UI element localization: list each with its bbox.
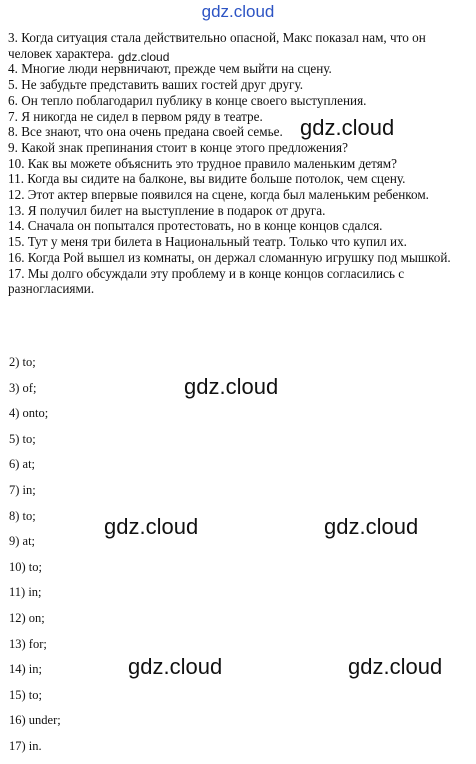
answer-item: 3) of;	[9, 380, 37, 395]
answer-list	[9, 354, 61, 764]
sentence-item: 15. Тут у меня три билета в Национальный театр. Только что купил их.	[8, 234, 407, 250]
sentence-item: 12. Этот актер впервые появился на сцене, когда был маленьким ребенком.	[8, 187, 429, 203]
answer-item: 15) to;	[9, 687, 42, 702]
sentence-item: 13. Я получил билет на выступление в подарок от друга.	[8, 202, 326, 218]
answer-item: 12) on;	[9, 610, 45, 625]
answer-item: 9) at;	[9, 534, 36, 549]
answer-item: 13) for;	[9, 636, 47, 651]
sentence-item: 14. Сначала он попытался протестовать, но в конце концов сдался.	[8, 218, 383, 234]
answer-item: 11) in;	[9, 585, 42, 600]
sentence-item: 16. Когда Рой вышел из комнаты, он держал сломанную игрушку под мышкой.	[8, 249, 451, 265]
sentence-item: 7. Я никогда не сидел в первом ряду в театре.	[8, 108, 263, 124]
sentence-item: 9. Какой знак препинания стоит в конце этого предложения?	[8, 139, 348, 155]
sentence-item: 11. Когда вы сидите на балконе, вы видите больше потолок, чем сцену.	[8, 171, 406, 187]
sentence-item: 4. Многие люди нервничают, прежде чем выйти на сцену.	[8, 61, 332, 77]
watermark: gdz.cloud	[324, 514, 419, 539]
answer-item: 10) to;	[9, 559, 42, 574]
sentence-item: 3. Когда ситуация стала действительно опасной, Макс показал нам, что он человек характера.	[8, 30, 426, 61]
answer-item: 6) at;	[9, 457, 36, 472]
answer-item: 14) in;	[9, 662, 42, 677]
sentence-item: 17. Мы долго обсуждали эту проблему и в конце концов согласились с разногласиями.	[8, 265, 405, 297]
sentence-list	[8, 30, 470, 297]
answer-item: 5) to;	[9, 431, 36, 446]
answer-item: 4) onto;	[9, 406, 49, 421]
answer-item: 7) in;	[9, 482, 36, 497]
watermark: gdz.cloud	[348, 654, 443, 679]
sentence-item: 5. Не забудьте представить ваших гостей друг другу.	[8, 77, 304, 93]
answer-item: 17) in.	[9, 738, 42, 753]
watermark: gdz.cloud	[300, 115, 395, 140]
sentence-item: 6. Он тепло поблагодарил публику в конце своего выступления.	[8, 92, 367, 108]
header-watermark: gdz.cloud	[201, 2, 275, 21]
sentence-item: 10. Как вы можете объяснить это трудное правило маленьким детям?	[8, 155, 397, 171]
answer-item: 2) to;	[9, 355, 36, 369]
answer-item: 16) under;	[9, 713, 61, 728]
watermark: gdz.cloud	[104, 514, 199, 539]
sentence-item: 8. Все знают, что она очень предана своей семье.	[8, 124, 283, 140]
watermark: gdz.cloud	[184, 374, 279, 399]
answer-item: 8) to;	[9, 508, 36, 523]
watermark-small: gdz.cloud	[118, 50, 170, 64]
watermark: gdz.cloud	[128, 654, 223, 679]
